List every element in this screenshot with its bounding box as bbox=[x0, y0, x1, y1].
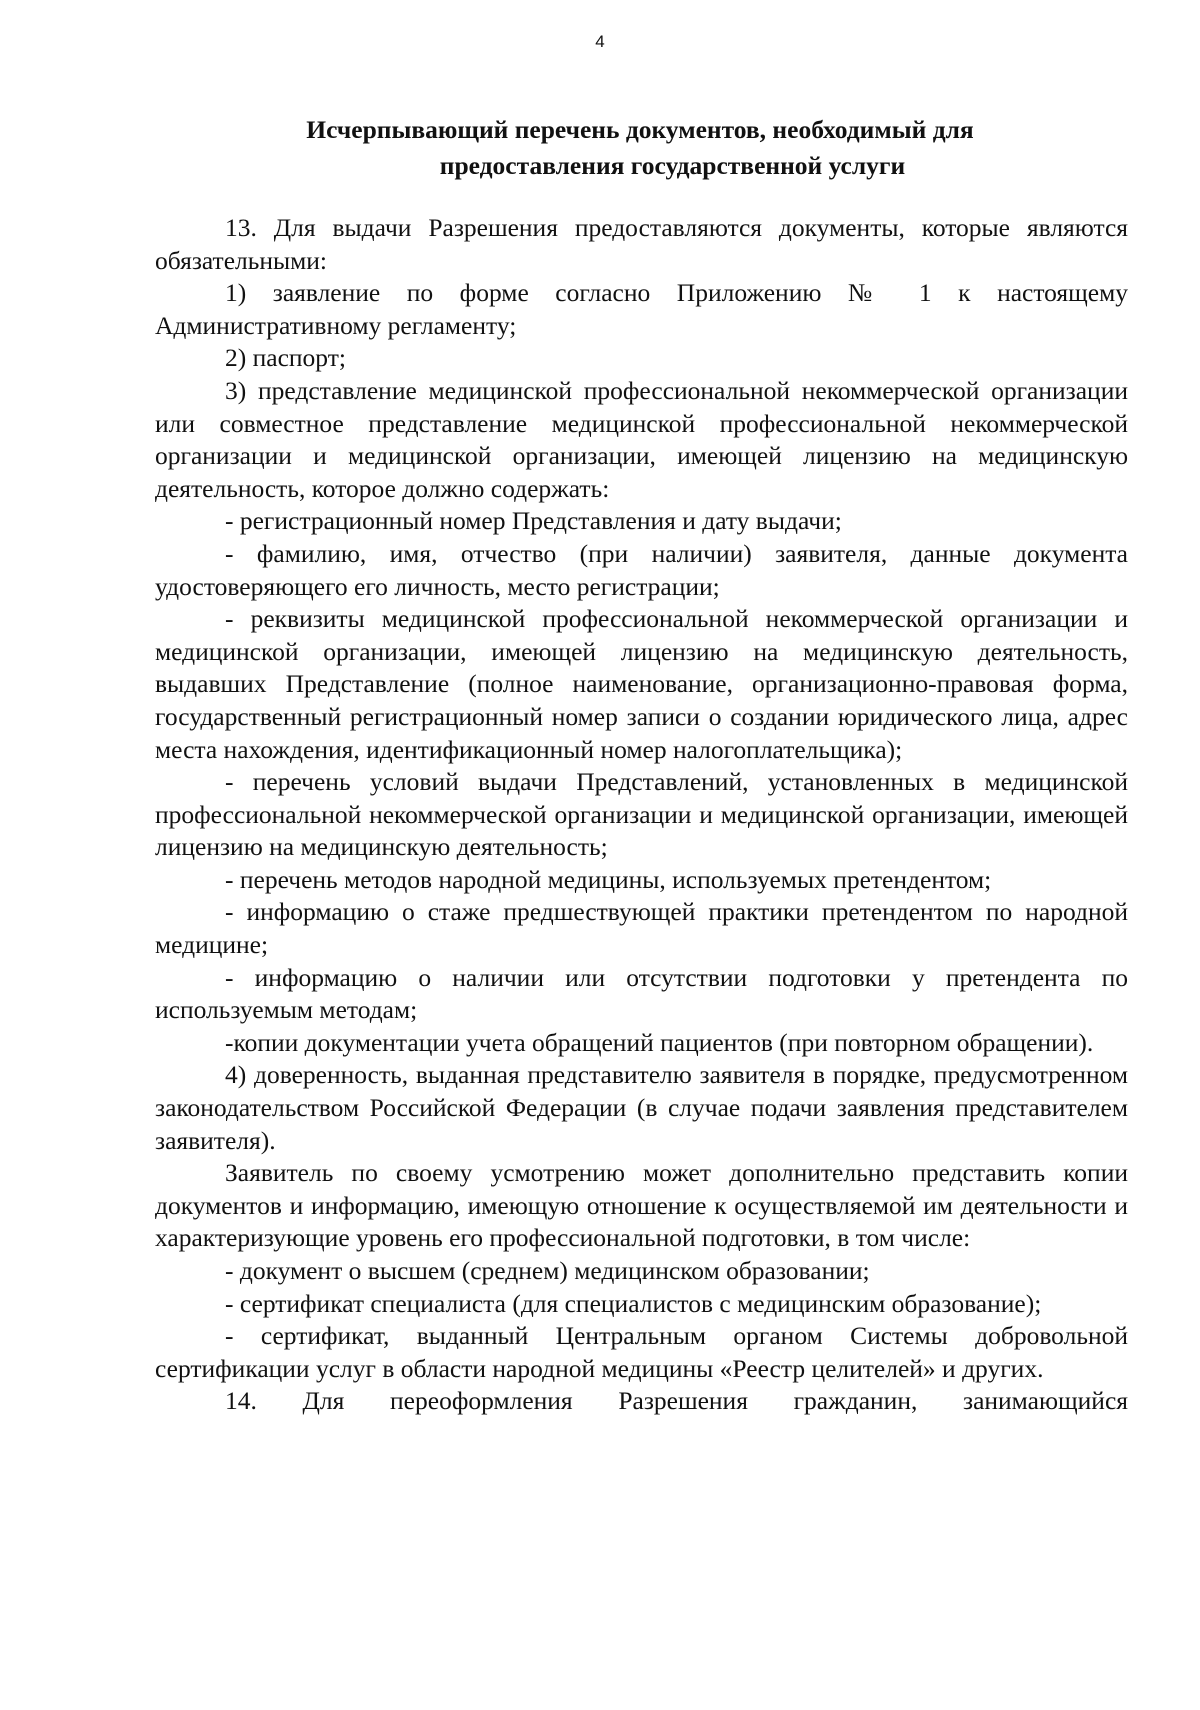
paragraph: 13. Для выдачи Разрешения предоставляются документы, которые являются обязательными: bbox=[155, 213, 1128, 275]
heading-line-1: Исчерпывающий перечень документов, необходимый для bbox=[306, 115, 974, 144]
paragraph: Заявитель по своему усмотрению может дополнительно представить копии документов и информацию, имеющую отношение к осуществляемой им деятельности и характеризующие уровень его профессиональной подготовки, в том числе: bbox=[155, 1158, 1128, 1253]
document-body bbox=[155, 212, 1128, 1418]
paragraph: - сертификат, выданный Центральным органом Системы добровольной сертификации услуг в области народной медицины «Реестр целителей» и других. bbox=[155, 1321, 1128, 1383]
paragraph: - документ о высшем (среднем) медицинском образовании; bbox=[225, 1256, 870, 1285]
paragraph: - информацию о стаже предшествующей практики претендентом по народной медицине; bbox=[155, 897, 1128, 960]
paragraph: - сертификат специалиста (для специалистов с медицинским образование); bbox=[225, 1288, 1042, 1318]
paragraph: 14. Для переоформления Разрешения гражданин, занимающийся bbox=[225, 1386, 1128, 1416]
heading-line-2: предоставления государственной услуги bbox=[439, 151, 906, 180]
paragraph: - регистрационный номер Представления и дату выдачи; bbox=[225, 506, 842, 536]
paragraph: - информацию о наличии или отсутствии подготовки у претендента по используемым методам; bbox=[155, 962, 1128, 1025]
section-heading bbox=[150, 112, 1130, 184]
paragraph: 4) доверенность, выданная представителю заявителя в порядке, предусмотренном законодательством Российской Федерации (в случае подачи заявления представителем заявителя). bbox=[155, 1060, 1128, 1155]
paragraph: - фамилию, имя, отчество (при наличии) заявителя, данные документа удостоверяющего его личность, место регистрации; bbox=[155, 538, 1128, 601]
paragraph: - перечень условий выдачи Представлений, установленных в медицинской профессиональной некоммерческой организации и медицинской организации, имеющей лицензию на медицинскую деятельность; bbox=[155, 767, 1128, 862]
paragraph: 1) заявление по форме согласно Приложению № 1 к настоящему Административному регламенту; bbox=[155, 278, 1128, 340]
paragraph: 3) представление медицинской профессиональной некоммерческой организации или совместное представление медицинской профессиональной некоммерческой организации и медицинской организации, имеющей лицензию на медицинскую деятельность, которое должно содержать: bbox=[155, 375, 1128, 503]
paragraph: - перечень методов народной медицины, используемых претендентом; bbox=[225, 864, 992, 894]
paragraph: 2) паспорт; bbox=[225, 343, 346, 373]
paragraph: -копии документации учета обращений пациентов (при повторном обращении). bbox=[225, 1027, 1094, 1057]
page-number: 4 bbox=[595, 32, 605, 51]
paragraph: - реквизиты медицинской профессиональной некоммерческой организации и медицинской организации, имеющей лицензию на медицинскую деятельность, выдавших Представление (полное наименование, организационно-правовая форма, государственный регистрационный номер записи о создании юридического лица, адрес места нахождения, идентификационный номер налогоплательщика); bbox=[155, 604, 1128, 764]
